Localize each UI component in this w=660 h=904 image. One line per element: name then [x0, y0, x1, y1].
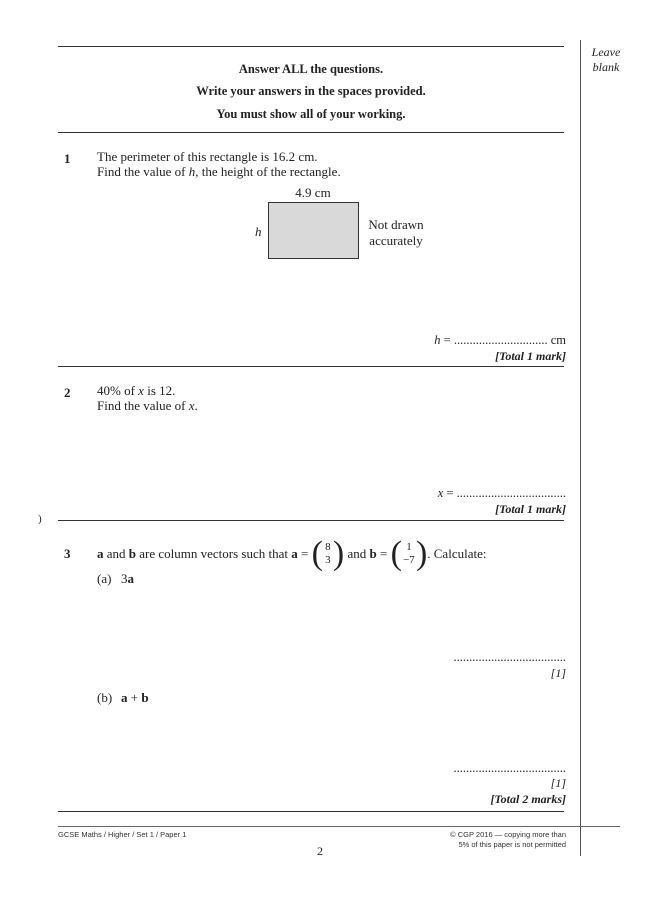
q2-line-1-var: x [138, 383, 144, 398]
q2-answer-var: x [437, 486, 444, 500]
q1-note-line-1: Not drawn [368, 217, 424, 232]
q3b-mark: [1] [550, 776, 566, 790]
margin-rule [580, 40, 581, 856]
q3-calculate: . Calculate: [427, 546, 487, 561]
top-rule [58, 46, 564, 47]
q3-vec-a: a [97, 546, 104, 561]
margin-blank: blank [592, 60, 620, 74]
q1-line-1: The perimeter of this rectangle is 16.2 cm. [97, 149, 318, 164]
footer-left: GCSE Maths / Higher / Set 1 / Paper 1 [58, 830, 187, 839]
q3-a-bottom: 3 [325, 554, 331, 566]
q3a-coef: 3 [121, 571, 128, 586]
instruction-line-3: You must show all of your working. [216, 107, 406, 121]
q2-line-1 [97, 383, 175, 399]
q2-rule [58, 520, 564, 521]
footer-right-1: © CGP 2016 — copying more than [450, 830, 566, 839]
q3-number: 3 [64, 546, 71, 561]
q2-line-2-pre: Find the value of [97, 398, 189, 413]
margin-leave: Leave [591, 45, 621, 59]
q1-answer-text: = .............................. cm [440, 333, 566, 347]
q3-vec-b-2: b [369, 546, 377, 561]
q3a-vec: a [127, 571, 134, 586]
q2-total: [Total 1 mark] [495, 502, 566, 516]
q1-note [360, 217, 432, 249]
q3-and-2: and [344, 546, 370, 561]
q3b-vec-b: b [141, 690, 149, 705]
q3-a-top: 8 [325, 541, 331, 553]
q2-line-2-var: x [188, 398, 195, 413]
q3b-question [121, 690, 149, 706]
q1-line-2-post: , the height of the rectangle. [195, 164, 341, 179]
q1-rule [58, 366, 564, 367]
q3-rule [58, 811, 564, 812]
q1-width-label: 4.9 cm [295, 185, 331, 200]
q2-line-2-post: . [194, 398, 198, 413]
page-number: 2 [317, 844, 323, 858]
q3-b-top: 1 [406, 541, 412, 553]
q1-note-line-2: accurately [369, 233, 423, 248]
q1-total: [Total 1 mark] [495, 349, 566, 363]
q1-answer-var: h [434, 333, 441, 347]
q3-eq-1: = [297, 546, 312, 561]
q3b-answer-line[interactable]: .................................... [453, 761, 566, 775]
instruction-line-1: Answer ALL the questions. [238, 62, 384, 76]
q2-line-2 [97, 398, 198, 414]
q3-total: [Total 2 marks] [490, 792, 566, 806]
footer-right-2: 5% of this paper is not permitted [458, 840, 566, 849]
q3-vec-a-2: a [291, 546, 298, 561]
q3-vector-b: ( 1 −7 ) [390, 535, 428, 572]
q2-number: 2 [64, 385, 71, 400]
q3-vec-b: b [128, 546, 137, 561]
footer-right [400, 830, 566, 850]
q2-line-1-post: is 12. [143, 383, 176, 398]
side-mark: ) [38, 513, 42, 525]
q1-height-label: h [255, 224, 262, 239]
q1-number: 1 [64, 151, 71, 166]
q3b-label: (b) [97, 690, 113, 705]
q3a-answer-line[interactable]: .................................... [453, 650, 566, 664]
q2-line-1-pre: 40% of [97, 383, 139, 398]
q3b-plus: + [127, 690, 142, 705]
q3a-label: (a) [97, 571, 112, 586]
q1-answer-line[interactable] [300, 333, 566, 348]
q1-rectangle [268, 202, 359, 259]
q3a-mark: [1] [550, 666, 566, 680]
q3-mid: are column vectors such that [136, 546, 292, 561]
footer-rule [58, 826, 620, 827]
margin-label [584, 45, 628, 75]
q3-b-bottom: −7 [403, 554, 415, 566]
q1-line-2 [97, 164, 341, 180]
q2-answer-text: = ................................... [443, 486, 566, 500]
instruction-line-2: Write your answers in the spaces provided. [196, 84, 426, 98]
q3-eq-2: = [376, 546, 391, 561]
q3a-question [121, 571, 134, 587]
q1-line-2-var: h [188, 164, 196, 179]
q3-vector-a: ( 8 3 ) [311, 535, 345, 572]
q2-answer-line[interactable] [300, 486, 566, 501]
instructions-rule [58, 132, 564, 133]
q3-stem [97, 537, 486, 571]
q1-line-2-pre: Find the value of [97, 164, 189, 179]
q3-and-1: and [103, 546, 129, 561]
q3b-vec-a: a [121, 690, 128, 705]
